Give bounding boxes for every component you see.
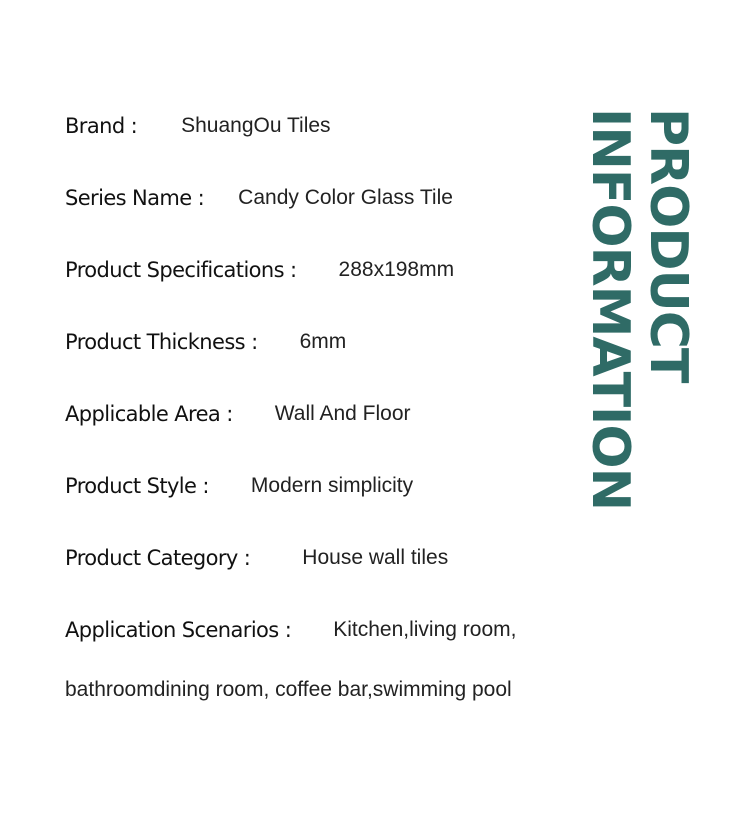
spec-row-product-style — [65, 468, 605, 540]
heading-line-information: INFORMATION — [580, 108, 640, 511]
spec-list — [65, 108, 605, 684]
spec-value: Wall And Floor — [274, 402, 411, 425]
spec-label: Product Specifications : — [65, 258, 297, 282]
spec-value: ShuangOu Tiles — [181, 114, 331, 137]
spec-row-applicable-area — [65, 396, 605, 468]
spec-value: 288x198mm — [338, 258, 455, 281]
spec-label: Product Thickness : — [65, 330, 258, 354]
application-scenarios-continuation: bathroomdining room, coffee bar,swimming pool — [65, 678, 512, 701]
spec-value: Kitchen,living room, — [333, 618, 517, 641]
spec-value: Candy Color Glass Tile — [238, 186, 453, 209]
spec-value: 6mm — [299, 330, 347, 353]
spec-row-brand — [65, 108, 605, 180]
spec-label: Application Scenarios : — [65, 618, 292, 642]
spec-row-series-name — [65, 180, 605, 252]
spec-label: Product Style : — [65, 474, 209, 498]
spec-row-product-specifications — [65, 252, 605, 324]
spec-label: Applicable Area : — [65, 402, 233, 426]
spec-label: Series Name : — [65, 186, 205, 210]
spec-label: Brand : — [65, 114, 138, 138]
product-information-heading — [580, 108, 700, 538]
spec-value: Modern simplicity — [250, 474, 414, 497]
spec-row-product-thickness — [65, 324, 605, 396]
spec-row-product-category — [65, 540, 605, 612]
spec-value: House wall tiles — [302, 546, 449, 569]
heading-line-product: PRODUCT — [638, 108, 698, 383]
spec-label: Product Category : — [65, 546, 251, 570]
